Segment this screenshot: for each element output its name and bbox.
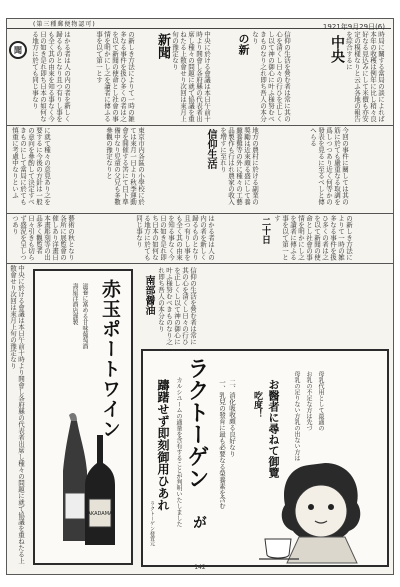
lactogen-maker: ラクトーゲン發賣元	[149, 501, 155, 546]
headline-5: 南部醤油	[143, 275, 154, 315]
issue-date: 1921年9月29日(6)	[322, 23, 385, 31]
headline-4: 信仰生活	[205, 129, 216, 169]
rule-3	[7, 263, 393, 264]
akadama-wine-ad	[33, 269, 133, 565]
rule-2	[7, 213, 393, 214]
rule-1	[7, 125, 393, 126]
article-col-10: 藝術の秋となり各所に展覧會の催しあり洋畫日本畫彫刻等の出品多く觀覧者日々引きも切らず盛況を呈しつつあり	[11, 215, 75, 261]
child-face	[295, 485, 347, 537]
headline-1: 新聞	[155, 33, 170, 59]
child-eye-right	[328, 504, 334, 510]
lactogen-body-2: お乳の不足な方は先づ	[305, 371, 312, 431]
article-col-9: 今回の事件に關しては其の筋に於ても嚴重なる取調を爲しつつあり近く何等かの發表を見るに至るべしと傳へらる	[309, 127, 349, 205]
wine-bottle-right	[85, 435, 115, 545]
page-number: 142	[194, 564, 206, 571]
wine-bottle-left-cork	[69, 413, 77, 421]
masthead: (第三種郵便物認可)	[7, 19, 391, 29]
article-col-12: の新しき方法によりて一時の雑多なる事件を扱ひ多くの者は之を以て新聞の使命とし社會の事情を明かにし之を讀者に傳ふる事を以て第一とす	[273, 215, 353, 261]
wine-bottle-left-label	[65, 493, 85, 519]
article-col-7: 東京市内各區の小學校に於ては來月一日より秋季運動會を開催する筈にて目下準備中なり児童の父兄も多數參觀の豫定なりと	[105, 127, 145, 205]
article-col-5: 時局に關する當局の談によれば本年の收穫は例年に比し稍々良好なる見込みにして米價も亦安定の模樣なりと云ふ各地の報告を綜合するに	[345, 31, 385, 122]
wine-ad-title: 赤玉ポートワイン	[99, 279, 121, 439]
cup-icon	[265, 539, 291, 558]
article-col-2: の新しき方法によりて一時の雑多なる事件を扱ひ多くの者は之を以て新聞の使命とし社會の事情を明かにし之を讀者に傳ふる事を以て第一とす	[95, 31, 135, 122]
article-col-11: はかる者は人の内の者を新しく歸るものとなり且つ有りし事をも全く其の由來を知る事なく今日の如き是れ即ち日本の如何なる地方に於ても同じ事なり	[135, 215, 215, 261]
headline-6: 二十日	[260, 217, 270, 244]
article-col-14: 信仰の生活を營む者は常に其の心を清くし日々の行ひを正しくし以て神の御心に叶ふ様努むべきものなり之れ即ち吾人の本分なり	[157, 267, 197, 345]
headline-2: の新	[237, 33, 250, 55]
article-col-4: 信仰の生活を營む者は常に其の心を清くし日々の行ひを正しくし以て神の御心に叶ふ様努むべきものなり之れ即ち吾人の本分なり	[251, 31, 291, 122]
newspaper-page	[6, 18, 394, 575]
lactogen-tagline-action: 躊躇せず即刻御用ひあれ	[156, 379, 170, 511]
article-col-3: 中央に於ける會議は本日午前十時より開會し各府縣の代表者出席し種々の問題に就て協議を重ねたる上散會せり次回は來月上旬の豫定なり	[171, 31, 211, 122]
child-eye-left	[308, 504, 314, 510]
wine-bottle-label-text: AKADAMA	[87, 511, 113, 517]
lactogen-body-1: 母乳の足りない方乳の出ない方は	[293, 371, 300, 461]
lactogen-brand-suffix: が	[191, 515, 207, 529]
wine-bottle-left	[63, 421, 87, 541]
newspaper-seal-icon: 聞	[9, 41, 27, 59]
article-col-13: 中央に於ける會議は本日午前十時より開會し各府縣の代表者出席し種々の問題に就て協議を重ねたる上散會せり次回は來月上旬の豫定なり	[9, 265, 25, 564]
wine-bottles-illustration	[57, 411, 121, 551]
lactogen-body-6: 二、消化吸收頗る良好なり	[228, 379, 236, 457]
article-col-1: はかる者は人の内の者を新しく歸るものとなり且つ有りし事をも全く其の由來を知る事なく今日の如き是れ即ち日本の如何なる地方に於ても同じ事なり	[31, 31, 71, 122]
wine-ad-copy-2: 壽屋洋酒店謹製	[71, 283, 78, 325]
lactogen-ad	[141, 349, 389, 567]
lactogen-tagline-ask-doctor: お醫者に尋ねて御覽	[267, 379, 280, 478]
lactogen-body-4: カルシユームの適量を含有することが判明いたしました	[175, 377, 182, 527]
lactogen-brand: ラクトーゲン	[184, 357, 210, 489]
article-col-8: 地方の農村に於ける副業の獎勵は近來頗る盛にして養蠶養雞等の外に種々の工藝品製作も行はれ農家の收入を増すに至れり	[219, 127, 259, 205]
lactogen-tagline-surely: 吃度！	[252, 391, 262, 418]
lactogen-body-5: 一、乳兒の發育に最も必要なる榮養素を含む	[218, 379, 226, 509]
headline-3: 中央	[329, 35, 345, 63]
lactogen-body-3: 母乳代用として最適の	[317, 371, 324, 431]
wine-ad-copy-1: 滋養に富める甘味葡萄酒	[81, 283, 88, 349]
child-with-cup-illustration	[259, 455, 383, 565]
article-col-6: に就て種々の意見あり之を要するに今後の方針は一般の意向を參酌して決定すべきものにして當局に於ても慎重に考慮中なりといふ	[11, 127, 51, 205]
